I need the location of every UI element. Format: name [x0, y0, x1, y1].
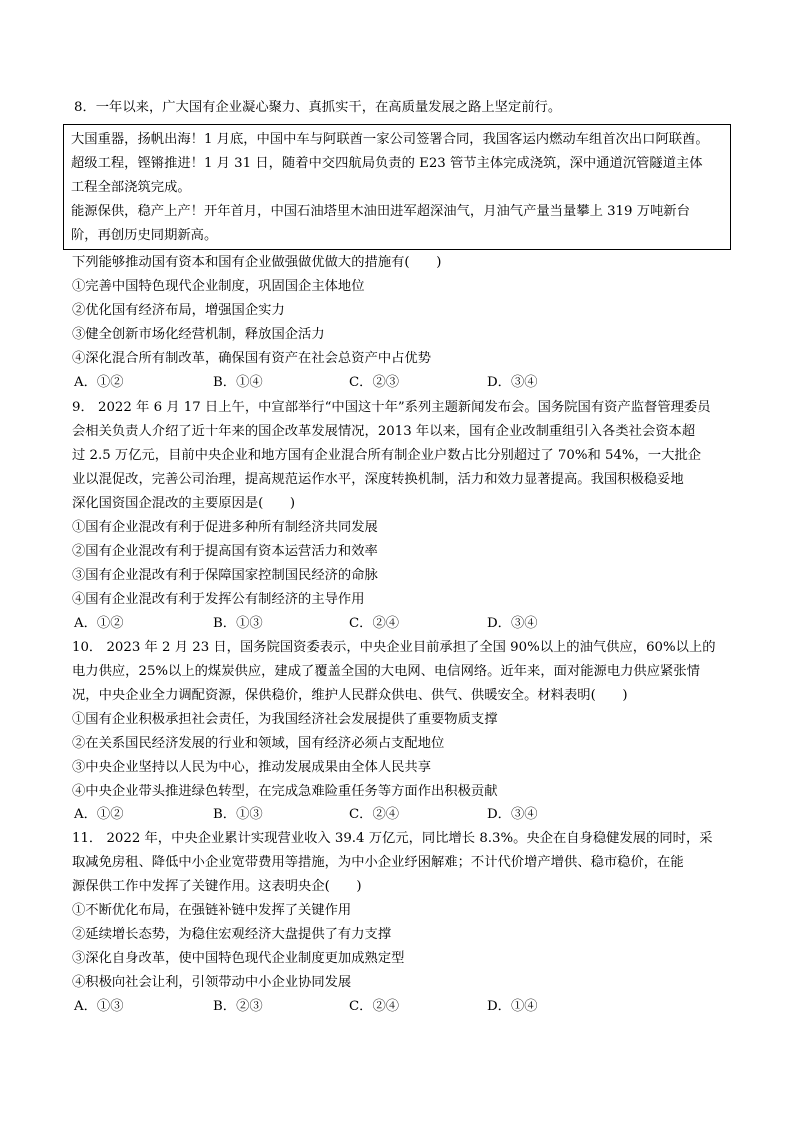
q10-option-c[interactable]: C．②④ [349, 807, 400, 822]
q8-option-c[interactable]: C．②③ [349, 375, 400, 390]
q10-item-2: ②在关系国民经济发展的行业和领域，国有经济必须占支配地位 [72, 736, 445, 751]
q8-item-4: ④深化混合所有制改革，确保国有资产在社会总资产中占优势 [72, 351, 432, 366]
q8-question: 下列能够推动国有资本和国有企业做强做优做大的措施有( ) [72, 255, 442, 270]
q8-material-box [63, 124, 731, 250]
q11-item-4: ④积极向社会让利，引领带动中小企业协同发展 [72, 975, 352, 990]
q8-material-line: 能源保供，稳产上产！开年首月，中国石油塔里木油田进军超深油气，月油气产量当量攀上 319 万吨新台 [71, 204, 690, 219]
q8-option-a[interactable]: A．①② [74, 375, 124, 390]
q11-stem-line: 11． 2022 年，中央企业累计实现营业收入 39.4 万亿元，同比增长 8.3%。央企在自身稳健发展的同时，采 [72, 831, 713, 846]
q10-option-d[interactable]: D．③④ [487, 807, 538, 822]
q11-item-2: ②延续增长态势，为稳住宏观经济大盘提供了有力支撑 [72, 927, 392, 942]
q10-item-3: ③中央企业坚持以人民为中心，推动发展成果由全体人民共享 [72, 760, 432, 775]
q8-material-line: 超级工程，铿锵推进！1 月 31 日，随着中交四航局负责的 E23 管节主体完成浇筑，深中通道沉管隧道主体 [71, 156, 703, 171]
q11-option-c[interactable]: C．②④ [349, 999, 400, 1014]
q9-stem-line: 业以混促改，完善公司治理，提高规范运作水平，深度转换机制，活力和效力显著提高。我国积极稳妥地 [72, 472, 684, 487]
q10-stem-line: 10． 2023 年 2 月 23 日，国务院国资委表示，中央企业目前承担了全国 90%以上的油气供应，60%以上的 [72, 640, 716, 655]
q9-stem-line: 会相关负责人介绍了近十年来的国企改革发展情况，2013 年以来，国有企业改制重组引入各类社会资本超 [72, 424, 696, 439]
q8-item-1: ①完善中国特色现代企业制度，巩固国企主体地位 [72, 279, 365, 294]
q11-stem-line: 源保供工作中发挥了关键作用。这表明央企( ) [72, 879, 362, 894]
q10-stem-line: 况，中央企业全力调配资源，保供稳价，维护人民群众供电、供气、供暖安全。材料表明( ) [72, 688, 628, 703]
q8-material-line: 大国重器，扬帆出海！1 月底，中国中车与阿联酋一家公司签署合同，我国客运内燃动车组首次出口阿联酋。 [71, 132, 709, 147]
q8-material-line: 工程全部浇筑完成。 [71, 180, 191, 195]
q9-item-2: ②国有企业混改有利于提高国有资本运营活力和效率 [72, 544, 378, 559]
q8-item-2: ②优化国有经济布局，增强国企实力 [72, 303, 285, 318]
q11-option-d[interactable]: D．①④ [487, 999, 538, 1014]
q9-item-3: ③国有企业混改有利于保障国家控制国民经济的命脉 [72, 568, 378, 583]
q9-stem-line: 过 2.5 万亿元，目前中央企业和地方国有企业混合所有制企业户数占比分别超过了 70%和 54%，一大批企 [72, 448, 702, 463]
q10-item-1: ①国有企业积极承担社会责任，为我国经济社会发展提供了重要物质支撑 [72, 712, 498, 727]
q11-item-3: ③深化自身改革，使中国特色现代企业制度更加成熟定型 [72, 951, 405, 966]
q9-item-1: ①国有企业混改有利于促进多种所有制经济共同发展 [72, 520, 378, 535]
q9-item-4: ④国有企业混改有利于发挥公有制经济的主导作用 [72, 592, 365, 607]
q8-material-line: 阶，再创历史同期新高。 [71, 228, 218, 243]
q10-stem-line: 电力供应，25%以上的煤炭供应，建成了覆盖全国的大电网、电信网络。近年来，面对能源电力供应紧张情 [72, 664, 700, 679]
q9-option-a[interactable]: A．①② [74, 616, 124, 631]
q8-option-d[interactable]: D．③④ [487, 375, 538, 390]
q9-option-c[interactable]: C．②④ [349, 616, 400, 631]
q9-stem-line: 9． 2022 年 6 月 17 日上午，中宣部举行“中国这十年”系列主题新闻发布会。国务院国有资产监督管理委员 [72, 400, 711, 415]
q9-stem-line: 深化国资国企混改的主要原因是( ) [72, 496, 296, 511]
q11-stem-line: 取减免房租、降低中小企业宽带费用等措施，为中小企业纾困解难；不计代价增产增供、稳市稳价，在能 [72, 855, 684, 870]
q8-item-3: ③健全创新市场化经营机制，释放国企活力 [72, 327, 325, 342]
q10-option-b[interactable]: B．①③ [213, 807, 263, 822]
q11-option-b[interactable]: B．②③ [213, 999, 263, 1014]
q8-option-b[interactable]: B．①④ [213, 375, 263, 390]
q9-option-d[interactable]: D．③④ [487, 616, 538, 631]
q8-stem: 8．一年以来，广大国有企业凝心聚力、真抓实干，在高质量发展之路上坚定前行。 [74, 100, 562, 115]
q10-item-4: ④中央企业带头推进绿色转型，在完成急难险重任务等方面作出积极贡献 [72, 784, 498, 799]
q9-option-b[interactable]: B．①③ [213, 616, 263, 631]
q10-option-a[interactable]: A．①② [74, 807, 124, 822]
q11-item-1: ①不断优化布局，在强链补链中发挥了关键作用 [72, 903, 352, 918]
q11-option-a[interactable]: A．①③ [74, 999, 124, 1014]
